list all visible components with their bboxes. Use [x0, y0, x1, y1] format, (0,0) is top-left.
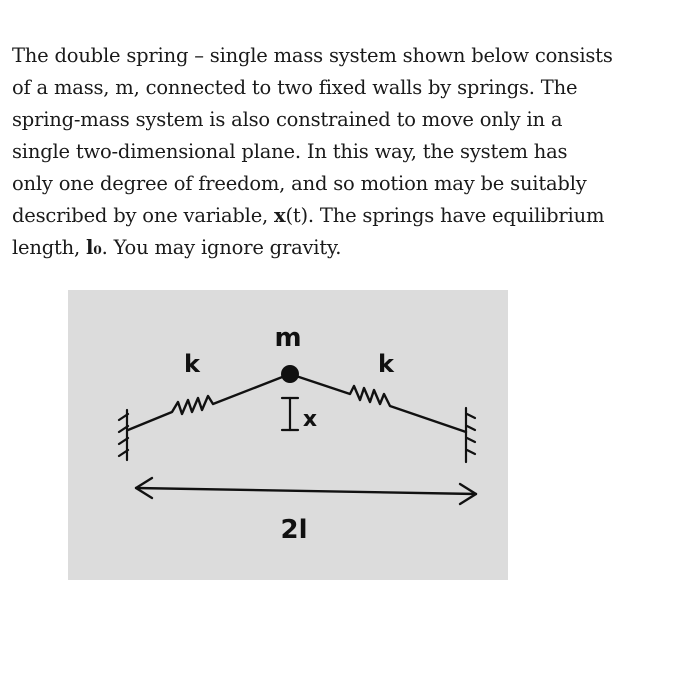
- spring-mass-diagram: [68, 290, 508, 580]
- right-wall: [466, 408, 475, 462]
- displacement-marker: [282, 398, 298, 430]
- problem-line-5: only one degree of freedom, and so motion may be suitably: [12, 172, 587, 195]
- spring-mass-figure: [68, 290, 508, 580]
- mass-label: m: [274, 323, 302, 353]
- problem-line-7: [12, 232, 688, 264]
- left-wall: [119, 410, 128, 460]
- problem-line-4: single two-dimensional plane. In this way, the system has: [12, 140, 568, 163]
- problem-line-6-pre: described by one variable,: [12, 204, 275, 227]
- displacement-label: x: [302, 407, 318, 432]
- variable-l0: l₀: [86, 236, 102, 259]
- problem-line-2: of a mass, m, connected to two fixed walls by springs. The: [12, 76, 578, 99]
- width-label: 2l: [280, 515, 308, 545]
- problem-line-6-post: (t). The springs have equilibrium: [285, 204, 605, 227]
- problem-line-1: The double spring – single mass system shown below consists: [12, 44, 613, 67]
- problem-line-7-post: . You may ignore gravity.: [101, 236, 342, 259]
- width-arrow: [136, 478, 476, 504]
- problem-statement: [12, 40, 688, 264]
- left-spring: [128, 374, 290, 430]
- problem-line-3: spring-mass system is also constrained to move only in a: [12, 108, 563, 131]
- mass-dot: [281, 365, 299, 383]
- left-spring-label: k: [184, 350, 200, 378]
- problem-line-7-pre: length,: [12, 236, 87, 259]
- problem-line-6: [12, 200, 688, 232]
- variable-x: x: [274, 204, 286, 227]
- right-spring-label: k: [378, 350, 394, 378]
